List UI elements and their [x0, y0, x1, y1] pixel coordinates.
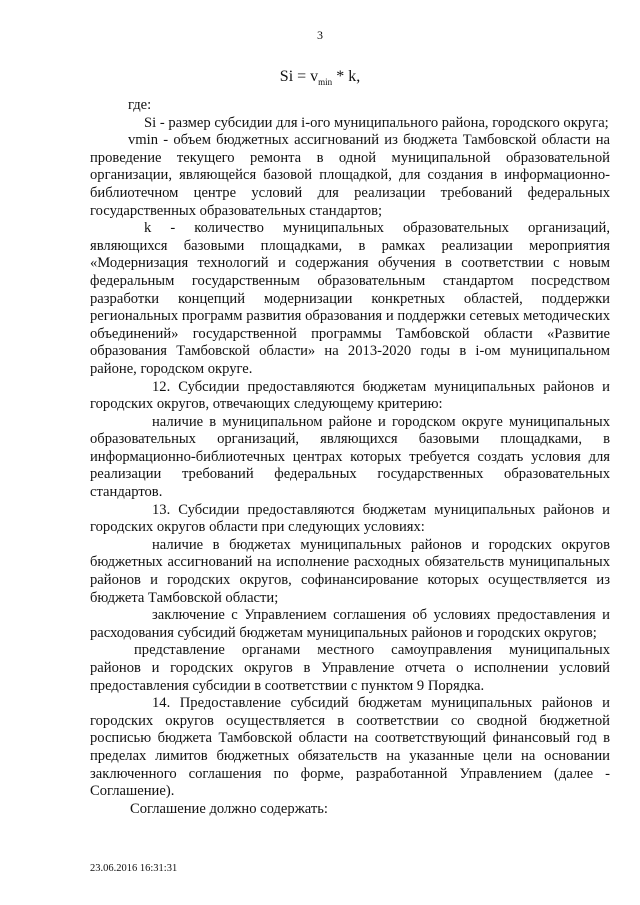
subsidy-formula [0, 68, 640, 87]
print-timestamp: 23.06.2016 16:31:31 [90, 863, 178, 874]
page-number: 3 [317, 28, 323, 42]
paragraph-condition-agreement: заключение с Управлением соглашения об условиях предоставления и расходования субсидий бюджетам муниципальных районов и городских округов; [90, 607, 610, 641]
paragraph-where: где: [128, 97, 152, 113]
paragraph-12: 12. Субсидии предоставляются бюджетам муниципальных районов и городских округов, отвечающих следующему критерию: [90, 378, 610, 413]
paragraph-agreement-contents: Соглашение должно содержать: [130, 800, 328, 817]
formula-rhs: * k, [332, 68, 361, 85]
formula-subscript: min [318, 77, 333, 88]
paragraph-condition-budget: наличие в бюджетах муниципальных районов и городских округов бюджетных ассигнований на исполнение расходных обязательств муниципальных районов и городских округов, софинансирование которых осуществляется из бюджета Тамбовской области; [90, 536, 610, 606]
formula-lhs: Si = v [279, 68, 319, 85]
paragraph-criterion: наличие в муниципальном районе и городском округе муниципальных образовательных организаций, являющихся базовыми площадками, в информационно-библиотечных центрах которых требуется создать условия для реализации требований федеральных государственных образовательных стандартов. [90, 413, 610, 501]
paragraph-si-definition: Si - размер субсидии для i-ого муниципального района, городского округа; [144, 114, 609, 131]
paragraph-vmin-definition: vmin - объем бюджетных ассигнований из бюджета Тамбовской области на проведение текущего ремонта в одной муниципальной образовательной организации, являющейся базовой площадкой, для создания в информационно-библиотечном центре условий для реализации требований федеральных государственных образовательных стандартов; [90, 132, 610, 219]
paragraph-14: 14. Предоставление субсидий бюджетам муниципальных районов и городских округов осуществляется в соответствии со сводной бюджетной росписью бюджета Тамбовской области на соответствующий финансовый год в пределах лимитов бюджетных обязательств на указанные цели на основании заключенного соглашения по форме, разработанной Управлением (далее - Соглашение). [90, 695, 610, 800]
paragraph-k-definition: k - количество муниципальных образовательных организаций, являющихся базовыми площадками, в рамках реализации мероприятия «Модернизация технологий и содержания обучения в соответствии с новым федеральным государственным образовательным стандартом посредством разработки концепций модернизации конкретных областей, поддержки региональных программ развития образования и поддержки сетевых методических объединений» государственной программы Тамбовской области «Развитие образования Тамбовской области» на 2013-2020 годы в i-ом муниципальном районе, городском округе. [90, 220, 610, 377]
document-body [90, 97, 610, 818]
paragraph-13: 13. Субсидии предоставляются бюджетам муниципальных районов и городских округов области при следующих условиях: [90, 501, 610, 536]
paragraph-condition-report: представление органами местного самоуправления муниципальных районов и городских округов в Управление отчета о исполнении условий предоставления субсидии в соответствии с пунктом 9 Порядка. [90, 642, 610, 694]
